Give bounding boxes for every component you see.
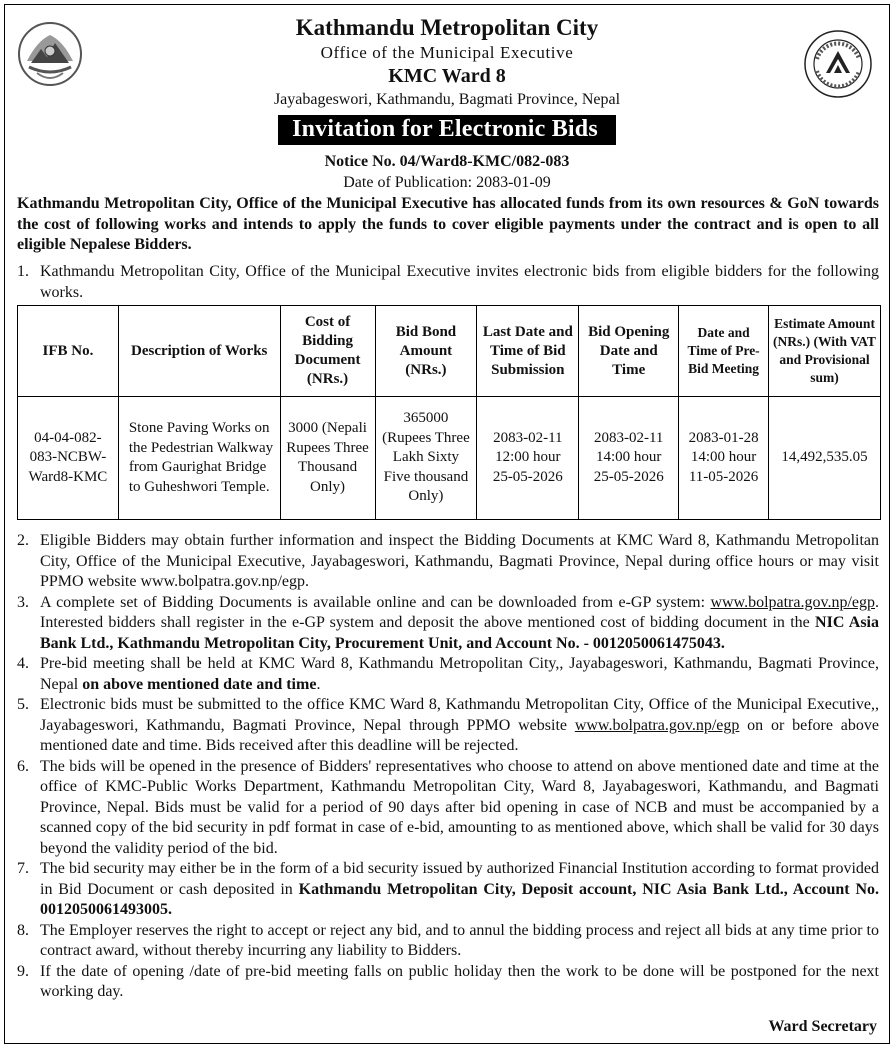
item-number: 4. (17, 655, 29, 672)
banner-wrap (5, 115, 889, 145)
column-header: IFB No. (18, 306, 119, 397)
column-header: Description of Works (118, 306, 280, 397)
column-header: Estimate Amount (NRs.) (With VAT and Provisional sum) (769, 306, 881, 397)
opening-date-ad: 25-05-2026 (593, 468, 664, 485)
column-header: Date and Time of Pre-Bid Meeting (679, 306, 769, 397)
org-name: Kathmandu Metropolitan City (295, 15, 599, 40)
submission-cell (477, 397, 579, 520)
notice-number: Notice No. 04/Ward8-KMC/082-083 (324, 153, 570, 170)
prebid-date-ad: 11-05-2026 (688, 468, 759, 485)
bolpatra-link[interactable]: www.bolpatra.gov.np/egp (710, 593, 875, 611)
ifb-cell: 04-04-082-083-NCBW-Ward8-KMC (18, 397, 119, 520)
item-text: Pre-bid meeting shall be held at KMC Ward 8, Kathmandu Metropolitan City,, Jayabageswori, Kathmandu, Bagmati Province, Nepal (40, 655, 879, 693)
item-number: 3. (17, 593, 29, 611)
opening-time: 14:00 hour (596, 449, 662, 466)
list-item-3 (17, 593, 879, 655)
prebid-cell (679, 397, 769, 520)
intro-paragraph: Kathmandu Metropolitan City, Office of the Municipal Executive has allocated funds from its own resources & GoN towards the cost of following works and intends to apply the funds to cover eligible payments under the contract and is open to all eligible Nepalese Bidders. (17, 195, 879, 253)
list-item-1 (17, 262, 879, 303)
list-item-7 (17, 859, 879, 921)
item-number: 5. (17, 696, 29, 713)
item-number: 9. (17, 962, 29, 980)
item-number: 1. (17, 263, 29, 280)
doc-cost-cell: 3000 (Nepali Rupees Three Thousand Only) (280, 397, 375, 520)
submission-time: 12:00 hour (495, 449, 561, 466)
item-bold-text: on above mentioned date and time (82, 675, 317, 693)
prebid-time: 14:00 hour (690, 449, 757, 466)
notice-page (4, 4, 890, 1044)
notice-header (5, 5, 889, 153)
item-text: Kathmandu Metropolitan City, Office of the Municipal Executive invites electronic bids from eligible bidders for the following works. (40, 263, 879, 301)
item-text: The Employer reserves the right to accept or reject any bid, and to annul the bidding process and reject all bids at any time prior to contract award, without thereby incurring any liability to Bidders. (40, 921, 879, 959)
item-text: The bids will be opened in the presence of Bidders' representatives who choose to attend on above mentioned date and time at the office of KMC-Public Works Department, Kathmandu Metropolitan City, Ward 8, Jayabageswori, Kathmandu, and Bagmati Province, Nepal. Bids must be valid for a period of 90 days after bid opening in case of NCB and must be accompanied by a scanned copy of the bid security in pdf format in case of e-bid, amounting to as mentioned above, which shall be valid for 30 days beyond the validity period of the bid. (40, 757, 879, 857)
kmc-seal-logo (803, 29, 873, 99)
column-header: Cost of Bidding Document (NRs.) (280, 306, 375, 397)
item-text: The bid security may either be in the form of a bid security issued by authorized Financial Institution according to format provided in Bid Document or cash deposited in (40, 860, 879, 898)
list-item-5 (17, 695, 879, 757)
item-number: 8. (17, 921, 29, 939)
opening-date: 2083-02-11 (593, 429, 664, 446)
office-name: Office of the Municipal Executive (320, 43, 574, 62)
item-number: 2. (17, 532, 29, 549)
item-text: If the date of opening /date of pre-bid meeting falls on public holiday then the work to be done will be postponed for the next working day. (40, 962, 879, 1000)
column-header: Bid Opening Date and Time (579, 306, 679, 397)
publication-date: Date of Publication: 2083-01-09 (343, 174, 551, 191)
deposit-account-text: Kathmandu Metropolitan City, Deposit account, NIC Asia Bank Ltd., Account No. 0012050061493005. (40, 880, 880, 918)
column-header: Bid Bond Amount (NRs.) (375, 306, 477, 397)
list-item-4 (17, 654, 879, 695)
item-text: on or before above mentioned date and time. Bids received after this deadline will be rejected. (40, 716, 879, 754)
description-cell: Stone Paving Works on the Pedestrian Walkway from Gaurighat Bridge to Guheshwori Temple. (118, 397, 280, 520)
item-text: . (316, 675, 321, 693)
submission-date-ad: 25-05-2026 (492, 468, 563, 485)
item-text: . Interested bidders shall register in the e-GP system and deposit the above mentioned cost of bidding document in the (40, 593, 879, 631)
item-number: 6. (17, 757, 29, 775)
item-text: Electronic bids must be submitted to the office KMC Ward 8, Kathmandu Metropolitan City, Office of the Municipal Executive,, Jayabageswori, Kathmandu, Bagmati Province, Nepal through PPMO website (40, 696, 879, 734)
list-item-2 (17, 531, 879, 593)
estimate-cell: 14,492,535.05 (769, 397, 881, 520)
item-text: Eligible Bidders may obtain further information and inspect the Bidding Documents at KMC Ward 8, Kathmandu Metropolitan City, Office of the Municipal Executive, Jayabageswori, Kathmandu, Bagmati Province, Nepal during office hours or may visit PPMO website www.bolpatra.gov.np/egp. (40, 532, 879, 590)
list-item-9 (17, 962, 879, 1003)
table-row (18, 397, 881, 520)
table-header-row (18, 306, 881, 397)
list-item-6 (17, 757, 879, 860)
bolpatra-link[interactable]: www.bolpatra.gov.np/egp (574, 716, 740, 734)
opening-cell (579, 397, 679, 520)
ward-name: KMC Ward 8 (388, 65, 506, 87)
bank-account-text: NIC Asia Bank Ltd., Kathmandu Metropolitan City, Procurement Unit, and Account No. - 0012050061475043. (40, 614, 879, 652)
notice-banner: Invitation for Electronic Bids (278, 115, 616, 145)
bid-bond-cell: 365000 (Rupees Three Lakh Sixty Five thousand Only) (375, 397, 477, 520)
conditions-list (17, 531, 879, 1003)
works-table (17, 305, 881, 520)
column-header: Last Date and Time of Bid Submission (477, 306, 579, 397)
prebid-date: 2083-01-28 (688, 429, 759, 446)
signature: Ward Secretary (768, 1018, 877, 1035)
submission-date: 2083-02-11 (493, 429, 563, 446)
item-number: 7. (17, 860, 29, 877)
list-item-8 (17, 921, 879, 962)
office-address: Jayabageswori, Kathmandu, Bagmati Province, Nepal (273, 91, 621, 108)
item-text: A complete set of Bidding Documents is available online and can be downloaded from e-GP system: (40, 593, 711, 611)
